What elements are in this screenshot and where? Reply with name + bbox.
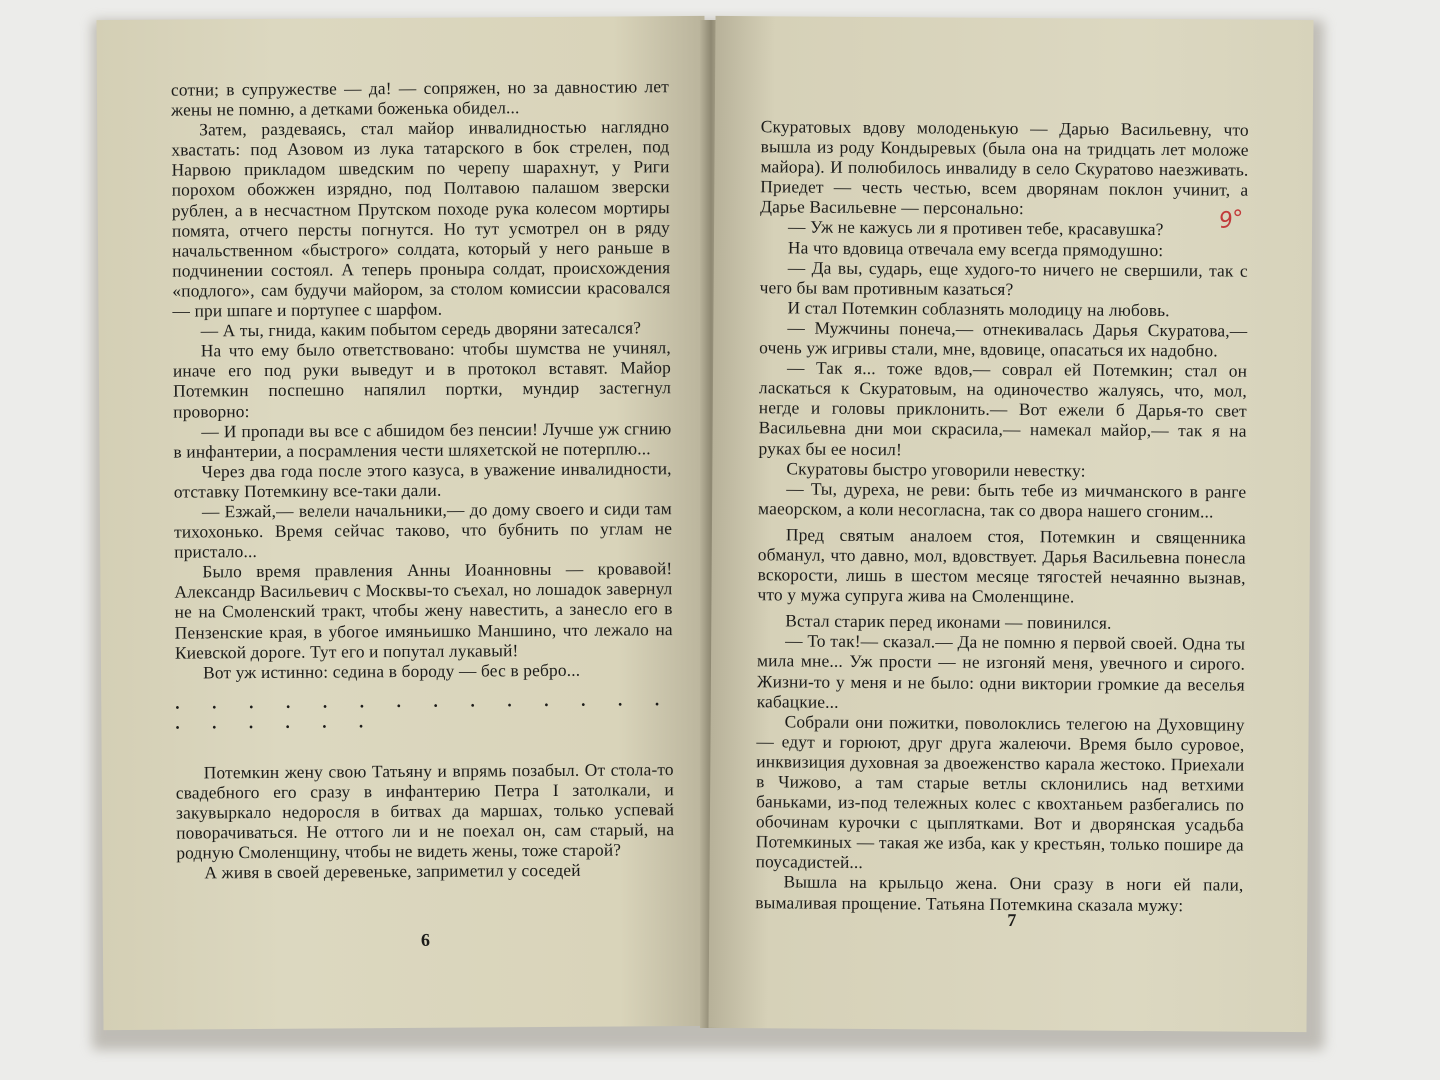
- paragraph: — И пропади вы все с абшидом без пенсии! Лучше уж сгнию в инфантерии, а посрамления чести шляхетской не потерплю...: [173, 417, 672, 462]
- paragraph: На что вдовица отвечала ему всегда прямодушно:: [787, 236, 1164, 260]
- paragraph: На что ему было ответствовано: чтобы шумства не учинял, иначе его под руки выведут и в протокол вставят. Майор Потемкин поспешно напялил портки, мундир застегнул проворно:: [172, 337, 672, 422]
- paragraph: сотни; в супружестве — да! — сопряжен, но за давностию лет жены не помню, а детками боженька обидел...: [170, 76, 670, 120]
- paragraph: — А ты, гнида, каким побытом середь дворяни затесался?: [200, 317, 642, 341]
- left-page: [96, 16, 711, 1030]
- paragraph: Вышла на крыльцо жена. Они сразу в ноги ей пали, вымаливая прощение. Татьяна Потемкина сказала мужу:: [755, 871, 1244, 915]
- right-page-text: [755, 116, 1249, 915]
- right-page: [708, 16, 1313, 1032]
- paragraph: — Так я... тоже вдов,— соврал ей Потемкин; стал он ласкаться к Скуратовым, на одиночество жалуясь, что, мол, негде и головы приклонить.— Вот ежели б Дарья-то свет Васильевна дни мои скрасила,— намекал майор,— так я на руках бы ее носил!: [758, 357, 1248, 459]
- paragraph: Скуратовых вдову молоденькую — Дарью Васильевну, что вышла из роду Кондыревых (была она на тридцать лет моложе майора). И полюбилось инвалиду в село Скуратово наезживать. Приедет — честь честью, всем дворянам поклон учинит, а Дарье Васильевне — персонально:: [760, 116, 1249, 219]
- paragraph: Через два года после этого казуса, в уважение инвалидности, отставку Потемкину все-таки дали.: [173, 457, 672, 502]
- page-number: 6: [420, 929, 430, 950]
- paragraph: Вот уж истинно: седина в бороду — бес в ребро...: [202, 659, 581, 683]
- paragraph: — Уж не кажусь ли я противен тебе, красавушка?: [787, 216, 1164, 240]
- section-separator: . . . . . . . . . . . . . . . . . . . .: [175, 688, 674, 733]
- handwritten-mark: 9°: [1217, 205, 1246, 235]
- paragraph: И стал Потемкин соблазнять молодицу на любовь.: [787, 297, 1170, 320]
- paragraph: А живя в своей деревеньке, заприметил у соседей: [204, 860, 581, 883]
- page-number: 7: [1007, 909, 1017, 931]
- paragraph: Пред святым аналоем стоя, Потемкин и священника обманул, что давно, мол, вдовствует. Дарья Васильевна понесла вскорости, лишь в шестом месяце тягостей нечаянно вызнав, что у мужа супруга жива на Смоленщине.: [757, 524, 1246, 607]
- paragraph: — Ты, дуреха, не реви: быть тебе из мичманского в ранге маеорском, а коли несогласна, так со двора нашего сгоним...: [758, 478, 1247, 522]
- paragraph: Собрали они пожитки, поволоклись телегою на Духовщину — едут и горюют, друг друга жалеючи. Время было суровое, инквизиция духовная за двоеженство карала жестоко. Приехали в Чижово, а там старые ветлы склонились над ветхими баньками, из-под тележных колес с квохтаньем разбегались по обочинам курочки с цыплятками. Вот и дворянская усадьба Потемкиных — такая же изба, как у крестьян, только пошире да поусадистей...: [755, 711, 1245, 873]
- paragraph: — Мужчины понеча,— отнекивалась Дарья Скуратова,— очень уж игривы стали, мне, вдовице, опасаться их надобно.: [759, 317, 1248, 361]
- paragraph: — То так!— сказал.— Да не помню я первой своей. Одна ты мила мне... Уж прости — не изгоняй меня, увечного и сирого. Жизни-то у меня и не было: одни виктории громкие да веселья кабацкие...: [756, 630, 1246, 712]
- paragraph: — Езжай,— велели начальники,— до дому своего и сиди там тихохонько. Время сейчас таково, что бубнить по углам не пристало...: [173, 498, 673, 562]
- paragraph: Затем, раздеваясь, стал майор инвалидностью наглядно хвастать: под Азовом из лука татарского в бок стрелен, под Нарвою прикладом шведским по черепу шарахнут, у Риги порохом обожжен изрядно, под Полтавою палашом зверски рублен, а в несчастном Прутском походе рука колесом мортиры помята, отчего персты погнутся. Но тут усмотрел он в ряду начальственном «быстрого» солдата, который у него раньше в подчинении состоял. А теперь проныра солдат, происхождения «подлого», сам будучи майором, за столом комиссии красовался — при шпаге и портупее с шарфом.: [171, 116, 671, 321]
- paragraph: Встал старик перед иконами — повинился.: [785, 610, 1112, 633]
- paragraph: Было время правления Анны Иоанновны — кровавой! Александр Васильевич с Москвы-то съехал, но лошадок завернул не на Смоленский тракт, чтобы жену навестить, а занесло его в Пензенские края, в убогое имяньишко Маншино, что лежало на Киевской дороге. Тут его и попутал лукавый!: [174, 558, 673, 663]
- paragraph: — Да вы, сударь, еще худого-то ничего не свершили, так с чего бы вам противным казаться?: [759, 257, 1248, 299]
- paragraph: Потемкин жену свою Татьяну и впрямь позабыл. От стола-то свадебного его сразу в инфантерию Петра I затолкали, и закувыркало недоросля в битвах да маршах, только успевай поворачиваться. Не оттого ли и не поехал он, сам старый, на родную Смоленщину, чтобы не видеть жены, тоже старой?: [175, 759, 675, 863]
- left-page-text: [171, 76, 675, 883]
- paragraph: Скуратовы быстро уговорили невестку:: [786, 458, 1086, 481]
